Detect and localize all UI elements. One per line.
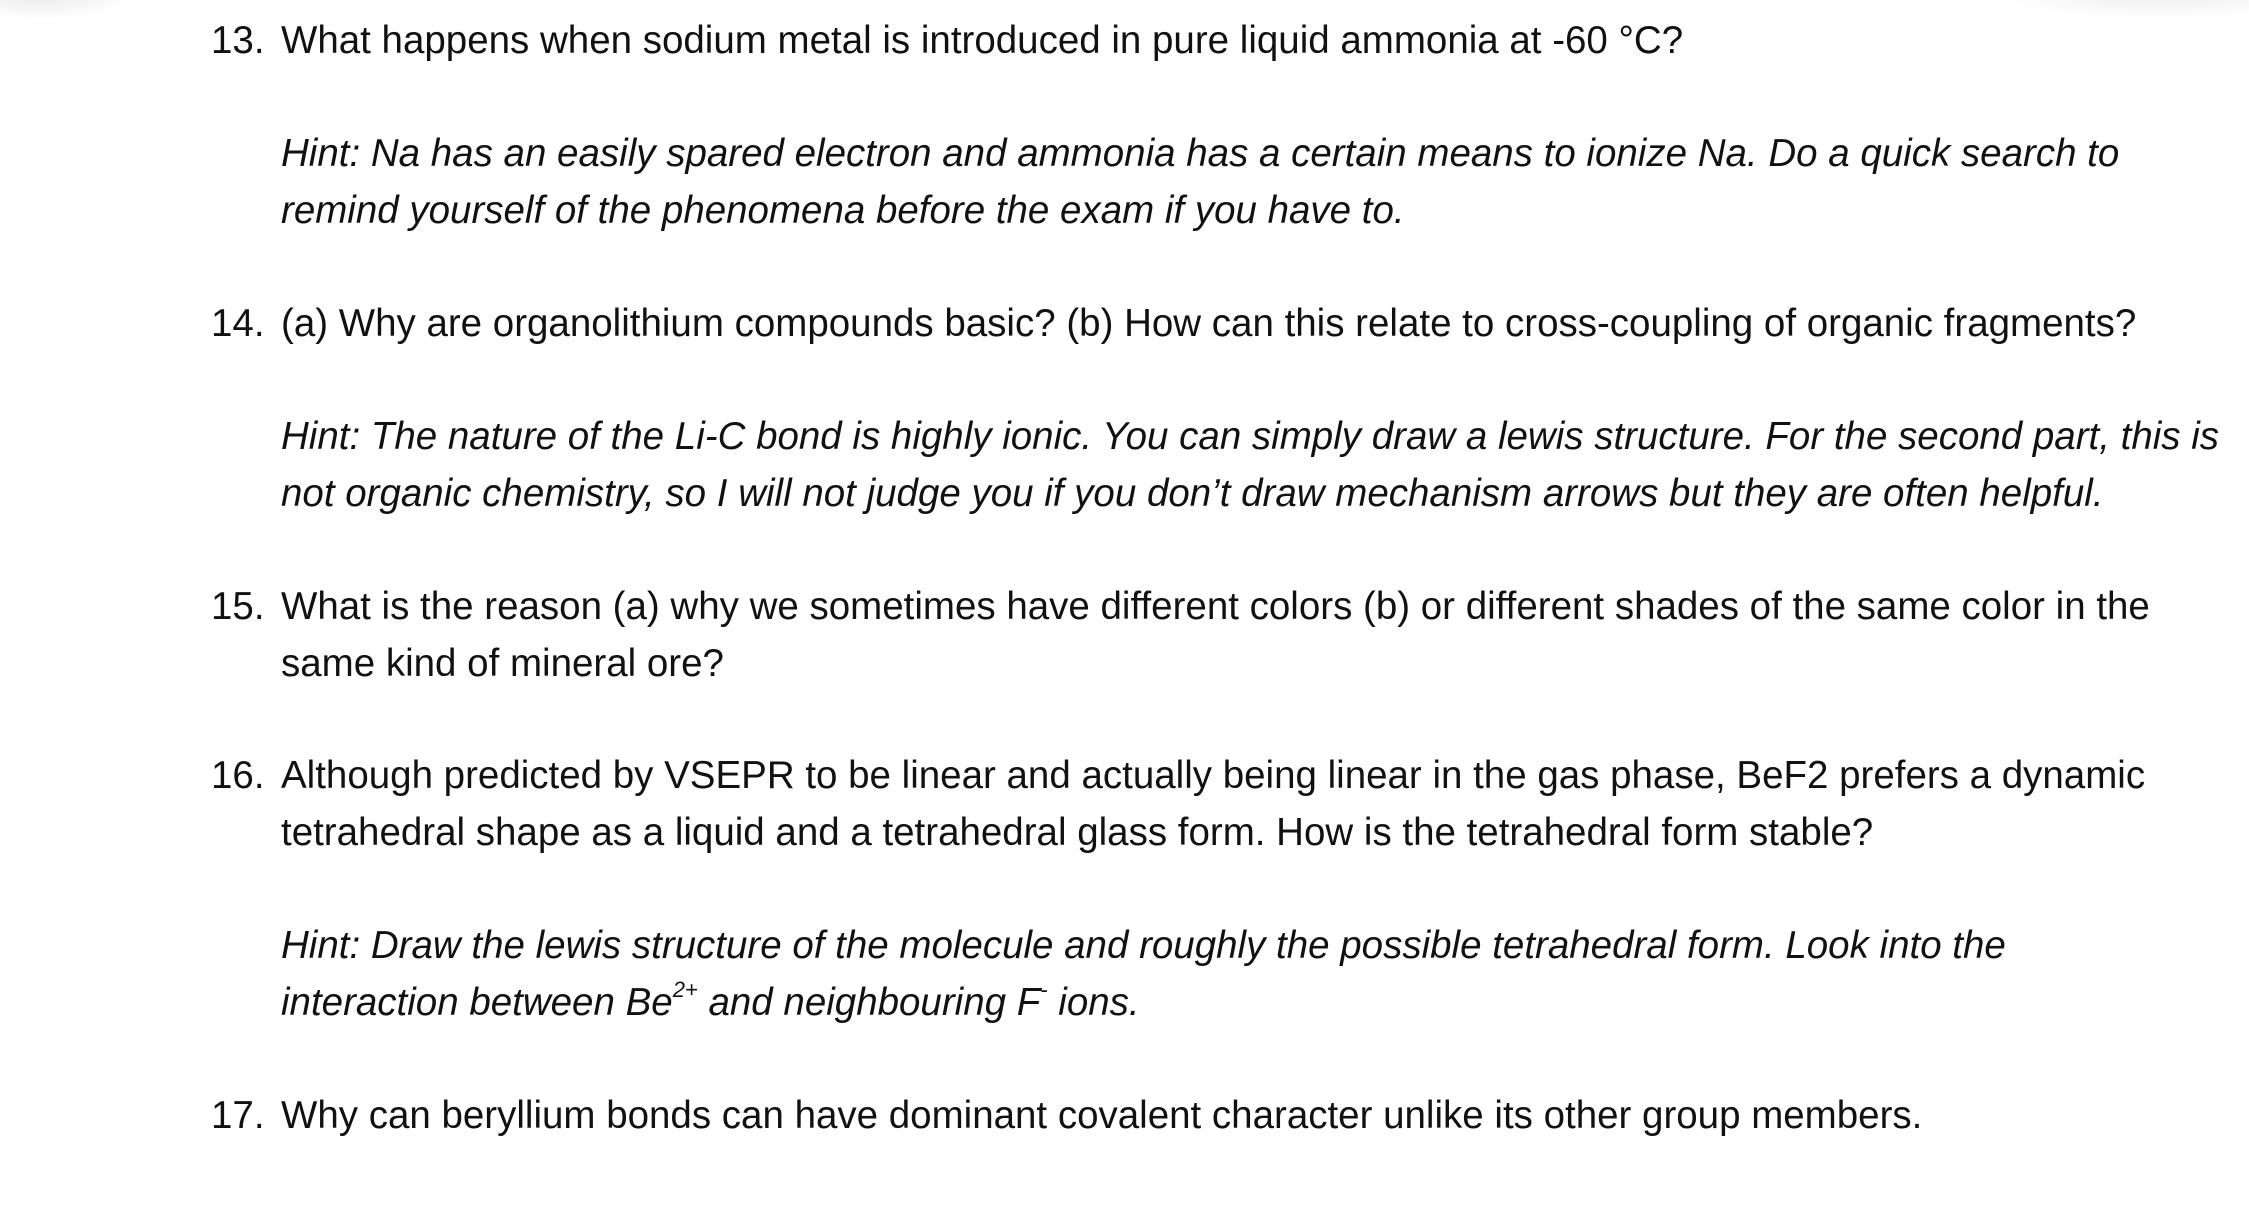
hint-line: remind yourself of the phenomena before the exam if you have to.	[281, 188, 1405, 232]
question-number: 14.	[211, 302, 265, 345]
question-text: (a) Why are organolithium compounds basic? (b) How can this relate to cross-coupling of organic fragments?	[281, 302, 2137, 345]
question-text-line: Although predicted by VSEPR to be linear and actually being linear in the gas phase, BeF2 prefers a dynamic	[281, 754, 2146, 797]
superscript: -	[1040, 976, 1048, 1002]
question-14	[211, 296, 2241, 353]
hint-text: and neighbouring F	[697, 980, 1041, 1024]
hint-16	[281, 918, 2006, 1031]
question-number: 15.	[211, 585, 265, 628]
question-15	[211, 579, 2241, 692]
hint-13	[281, 126, 2119, 239]
hint-14	[281, 409, 2219, 522]
question-text-line: tetrahedral shape as a liquid and a tetrahedral glass form. How is the tetrahedral form stable?	[281, 810, 1874, 854]
hint-text: interaction between Be	[281, 980, 673, 1024]
hint-text: ions.	[1047, 980, 1140, 1024]
question-16	[211, 748, 2241, 861]
question-17	[211, 1088, 2241, 1145]
question-number: 16.	[211, 754, 265, 797]
hint-line: not organic chemistry, so I will not judge you if you don’t draw mechanism arrows but they are often helpful.	[281, 471, 2104, 515]
question-number: 17.	[211, 1094, 265, 1137]
hint-line	[281, 975, 2006, 1032]
superscript: 2+	[672, 976, 698, 1002]
question-text: What happens when sodium metal is introduced in pure liquid ammonia at -60 °C?	[281, 19, 1684, 62]
hint-line: Hint: Na has an easily spared electron and ammonia has a certain means to ionize Na. Do a quick search to	[281, 132, 2120, 175]
hint-line: Hint: Draw the lewis structure of the molecule and roughly the possible tetrahedral form. Look into the	[281, 924, 2006, 967]
question-text-line: same kind of mineral ore?	[281, 641, 724, 685]
question-13	[211, 13, 2241, 70]
question-number: 13.	[211, 19, 265, 62]
page-edge-shadow	[0, 0, 140, 20]
question-text: Why can beryllium bonds can have dominant covalent character unlike its other group members.	[281, 1094, 1923, 1137]
hint-line: Hint: The nature of the Li-C bond is highly ionic. You can simply draw a lewis structure. For the second part, this is	[281, 415, 2220, 458]
question-text-line: What is the reason (a) why we sometimes have different colors (b) or different shades of the same color in the	[281, 585, 2150, 628]
